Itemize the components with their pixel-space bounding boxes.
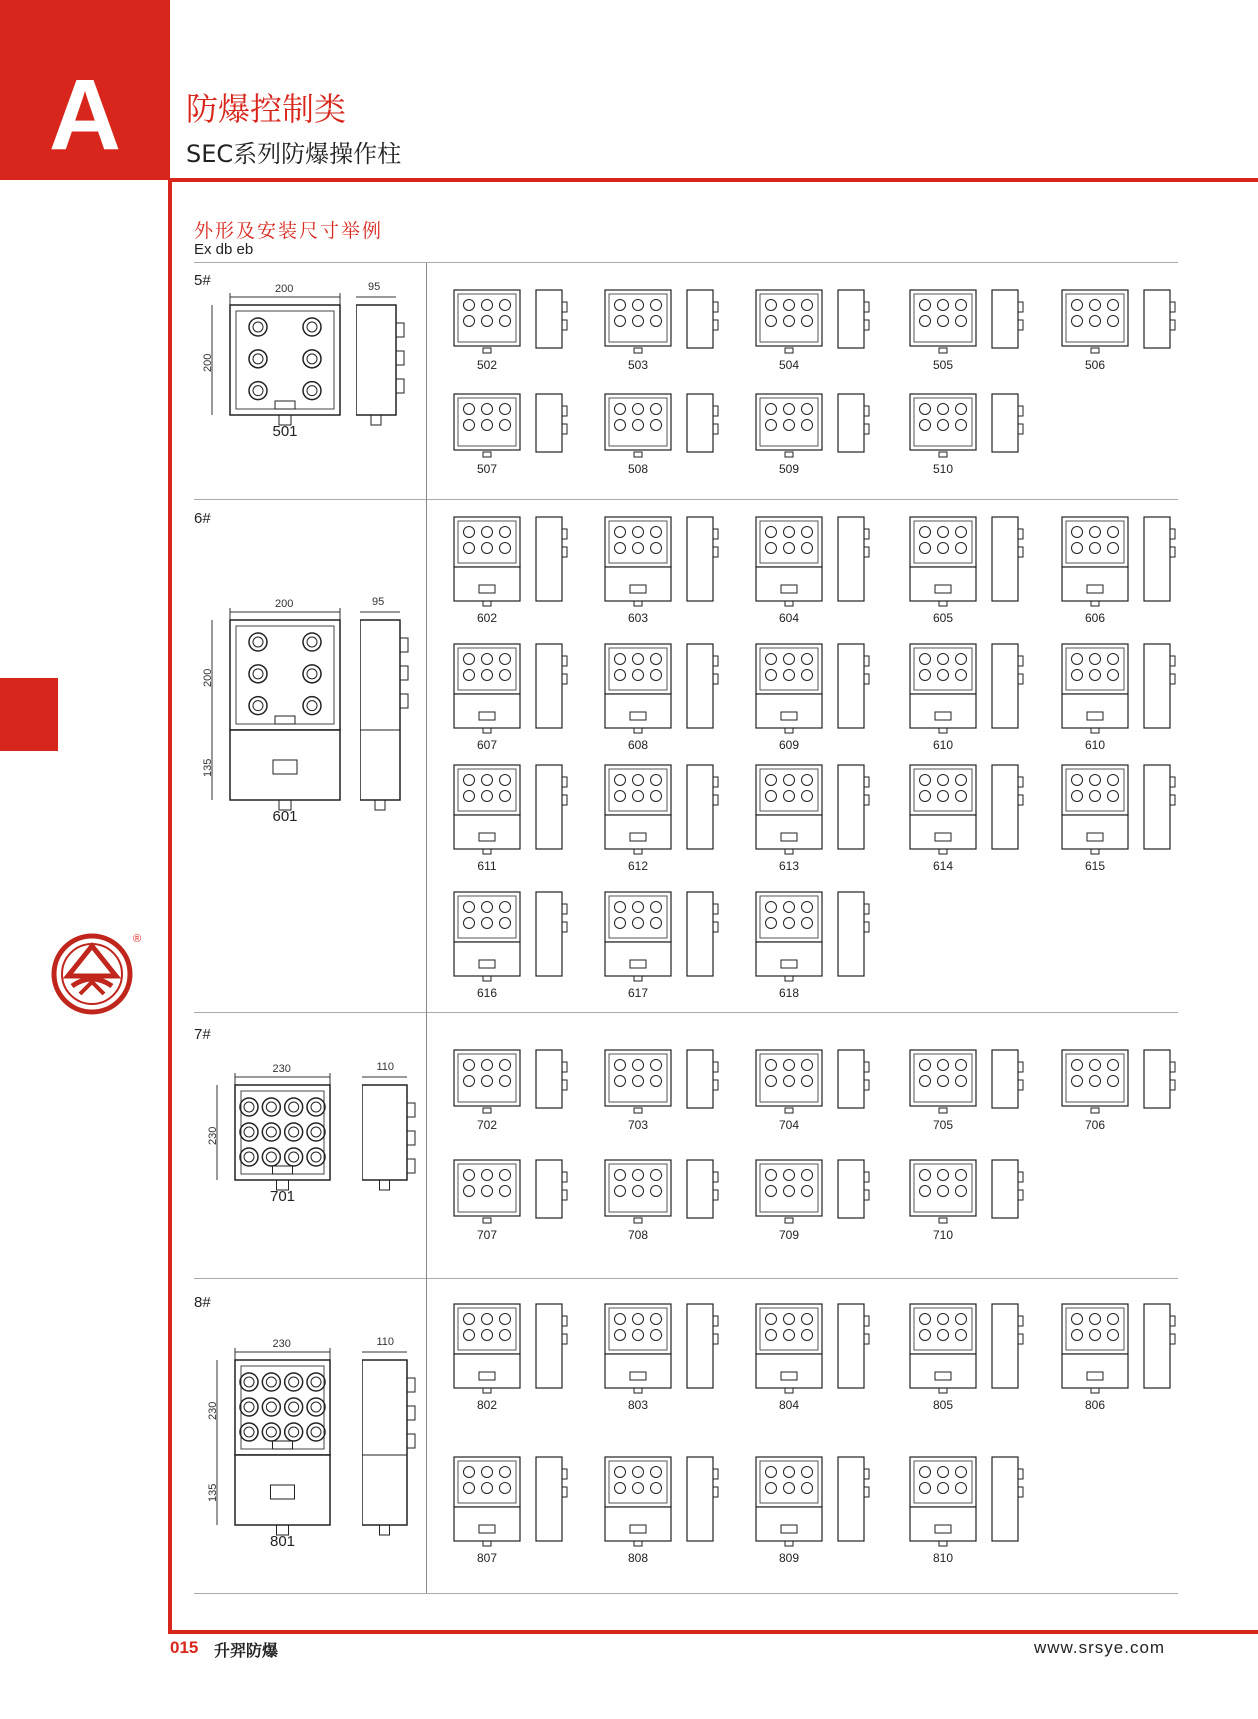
model-thumbnail (908, 288, 1028, 372)
enclosure-thumbnail (908, 642, 1028, 734)
model-thumbnail (754, 1455, 874, 1575)
enclosure-thumbnail (754, 642, 874, 734)
model-thumbnail (603, 1302, 723, 1422)
model-code: 510 (932, 462, 954, 476)
enclosure-thumbnail (908, 1455, 1028, 1547)
enclosure-thumbnail (603, 1158, 723, 1224)
model-code: 807 (476, 1551, 498, 1565)
enclosure-thumbnail (452, 642, 572, 734)
dimension-label: 200 (275, 598, 294, 610)
model-thumbnail (754, 1158, 874, 1242)
model-code: 609 (778, 738, 800, 752)
model-thumbnail (452, 1158, 572, 1242)
enclosure-thumbnail (754, 1302, 874, 1394)
model-code: 614 (932, 859, 954, 873)
model-thumbnail (452, 392, 572, 476)
model-thumbnail (1060, 642, 1180, 762)
model-code: 503 (627, 358, 649, 372)
model-thumbnail (452, 288, 572, 372)
model-thumbnail (452, 1048, 572, 1132)
frame-bottom-rule (168, 1630, 1258, 1634)
section-subtitle: Ex db eb (194, 241, 254, 258)
enclosure-thumbnail (603, 1048, 723, 1114)
model-code: 702 (476, 1118, 498, 1132)
enclosure-thumbnail (908, 1048, 1028, 1114)
model-thumbnail (754, 1048, 874, 1132)
frame-left-rule (168, 178, 172, 1634)
company-logo-icon (50, 932, 134, 1021)
enclosure-thumbnail (603, 890, 723, 982)
model-thumbnail (452, 515, 572, 635)
enclosure-thumbnail (452, 763, 572, 855)
model-thumbnail (603, 288, 723, 372)
section-letter-block (0, 0, 170, 180)
enclosure-thumbnail (754, 288, 874, 354)
main-model-code: 701 (269, 1188, 296, 1205)
enclosure-thumbnail (452, 1158, 572, 1224)
model-thumbnail (452, 763, 572, 883)
enclosure-thumbnail (452, 1048, 572, 1114)
model-thumbnail (754, 642, 874, 762)
model-code: 613 (778, 859, 800, 873)
enclosure-thumbnail (754, 515, 874, 607)
model-code: 605 (932, 611, 954, 625)
model-thumbnail (603, 1048, 723, 1132)
enclosure-thumbnail (908, 1302, 1028, 1394)
model-thumbnail (908, 515, 1028, 635)
model-thumbnail (452, 1455, 572, 1575)
model-thumbnail (908, 1455, 1028, 1575)
model-thumbnail (452, 1302, 572, 1422)
enclosure-thumbnail (1060, 642, 1180, 734)
model-thumbnail (452, 642, 572, 762)
model-code: 617 (627, 986, 649, 1000)
enclosure-thumbnail (603, 392, 723, 458)
group-label: 6# (194, 510, 211, 527)
page-subtitle: SEC系列防爆操作柱 (186, 140, 402, 168)
side-view-drawing (356, 283, 426, 443)
model-code: 602 (476, 611, 498, 625)
model-thumbnail (908, 392, 1028, 476)
model-thumbnail (754, 1302, 874, 1422)
model-thumbnail (603, 515, 723, 635)
model-code: 809 (778, 1551, 800, 1565)
main-model-code: 801 (269, 1533, 296, 1550)
model-thumbnail (1060, 515, 1180, 635)
model-code: 607 (476, 738, 498, 752)
section-letter: A (48, 59, 122, 171)
enclosure-thumbnail (603, 288, 723, 354)
model-thumbnail (754, 392, 874, 476)
enclosure-thumbnail (1060, 515, 1180, 607)
enclosure-thumbnail (754, 392, 874, 458)
header-rule (170, 178, 1258, 182)
model-code: 506 (1084, 358, 1106, 372)
model-code: 610 (932, 738, 954, 752)
divider (194, 262, 1178, 263)
model-code: 802 (476, 1398, 498, 1412)
model-thumbnail (603, 392, 723, 476)
side-view-drawing (360, 598, 430, 828)
model-thumbnail (603, 1455, 723, 1575)
model-thumbnail (908, 763, 1028, 883)
model-code: 508 (627, 462, 649, 476)
side-view-drawing (362, 1338, 437, 1553)
model-code: 611 (477, 859, 497, 873)
divider (194, 1012, 1178, 1013)
dimension-label: 230 (207, 1126, 219, 1145)
side-view-drawing (362, 1063, 437, 1208)
enclosure-thumbnail (754, 763, 874, 855)
enclosure-thumbnail (603, 763, 723, 855)
dimension-label: 110 (376, 1061, 395, 1073)
model-code: 804 (778, 1398, 800, 1412)
enclosure-thumbnail (908, 515, 1028, 607)
model-thumbnail (603, 642, 723, 762)
model-code: 603 (627, 611, 649, 625)
enclosure-thumbnail (452, 1302, 572, 1394)
main-model-code: 601 (272, 808, 298, 825)
model-thumbnail (908, 642, 1028, 762)
model-code: 507 (476, 462, 498, 476)
model-thumbnail (603, 763, 723, 883)
side-tab (0, 678, 58, 751)
group-label: 8# (194, 1294, 211, 1311)
model-code: 616 (476, 986, 498, 1000)
dimension-label: 200 (202, 668, 214, 687)
model-thumbnail (1060, 763, 1180, 883)
model-code: 505 (932, 358, 954, 372)
dimension-label: 95 (368, 281, 381, 293)
enclosure-thumbnail (452, 1455, 572, 1547)
model-code: 604 (778, 611, 800, 625)
enclosure-thumbnail (1060, 763, 1180, 855)
enclosure-thumbnail (908, 288, 1028, 354)
enclosure-thumbnail (452, 515, 572, 607)
page-number: 015 (170, 1638, 199, 1657)
enclosure-thumbnail (908, 763, 1028, 855)
model-thumbnail (908, 1302, 1028, 1422)
enclosure-thumbnail (452, 890, 572, 982)
group-label: 7# (194, 1026, 211, 1043)
model-code: 810 (932, 1551, 954, 1565)
model-code: 606 (1084, 611, 1106, 625)
enclosure-thumbnail (754, 1455, 874, 1547)
enclosure-thumbnail (908, 1158, 1028, 1224)
model-code: 610 (1084, 738, 1106, 752)
enclosure-thumbnail (603, 642, 723, 734)
main-model-code: 501 (272, 423, 298, 440)
model-thumbnail (1060, 1302, 1180, 1422)
model-code: 608 (627, 738, 649, 752)
dimension-label: 230 (272, 1338, 291, 1350)
model-code: 806 (1084, 1398, 1106, 1412)
registered-mark: ® (133, 933, 142, 945)
divider (194, 499, 1178, 500)
model-code: 704 (778, 1118, 800, 1132)
model-code: 615 (1084, 859, 1106, 873)
model-code: 504 (778, 358, 800, 372)
model-code: 618 (778, 986, 800, 1000)
model-thumbnail (908, 1048, 1028, 1132)
model-thumbnail (1060, 1048, 1180, 1132)
model-thumbnail (603, 890, 723, 1010)
dimension-label: 95 (372, 596, 385, 608)
section-title: 外形及安装尺寸举例 (194, 220, 384, 242)
group-label: 5# (194, 272, 211, 289)
model-thumbnail (754, 288, 874, 372)
enclosure-thumbnail (452, 288, 572, 354)
dimension-label: 230 (207, 1401, 219, 1420)
dimension-label: 200 (202, 353, 214, 372)
model-code: 805 (932, 1398, 954, 1412)
enclosure-thumbnail (1060, 288, 1180, 354)
dimension-label: 135 (207, 1483, 219, 1502)
model-thumbnail (452, 890, 572, 1010)
enclosure-thumbnail (603, 1302, 723, 1394)
model-code: 803 (627, 1398, 649, 1412)
dimension-label: 110 (376, 1336, 395, 1348)
enclosure-thumbnail (754, 1048, 874, 1114)
model-code: 706 (1084, 1118, 1106, 1132)
footer-brand: 升羿防爆 (214, 1641, 279, 1660)
enclosure-thumbnail (908, 392, 1028, 458)
model-thumbnail (1060, 288, 1180, 372)
dimension-label: 230 (272, 1063, 291, 1075)
enclosure-thumbnail (603, 1455, 723, 1547)
model-code: 708 (627, 1228, 649, 1242)
dimension-label: 200 (275, 283, 294, 295)
model-code: 705 (932, 1118, 954, 1132)
model-thumbnail (754, 515, 874, 635)
model-code: 509 (778, 462, 800, 476)
enclosure-thumbnail (603, 515, 723, 607)
model-code: 612 (627, 859, 649, 873)
enclosure-thumbnail (754, 890, 874, 982)
divider (194, 1593, 1178, 1594)
model-thumbnail (908, 1158, 1028, 1242)
divider (194, 1278, 1178, 1279)
model-code: 709 (778, 1228, 800, 1242)
model-code: 707 (476, 1228, 498, 1242)
model-thumbnail (754, 763, 874, 883)
model-code: 808 (627, 1551, 649, 1565)
enclosure-thumbnail (452, 392, 572, 458)
page-title: 防爆控制类 (186, 90, 347, 128)
model-thumbnail (603, 1158, 723, 1242)
enclosure-thumbnail (1060, 1048, 1180, 1114)
footer-url: www.srsye.com (1034, 1638, 1166, 1657)
model-code: 710 (932, 1228, 954, 1242)
enclosure-thumbnail (754, 1158, 874, 1224)
model-thumbnail (754, 890, 874, 1010)
enclosure-thumbnail (1060, 1302, 1180, 1394)
dimension-label: 135 (202, 758, 214, 777)
model-code: 703 (627, 1118, 649, 1132)
model-code: 502 (476, 358, 498, 372)
